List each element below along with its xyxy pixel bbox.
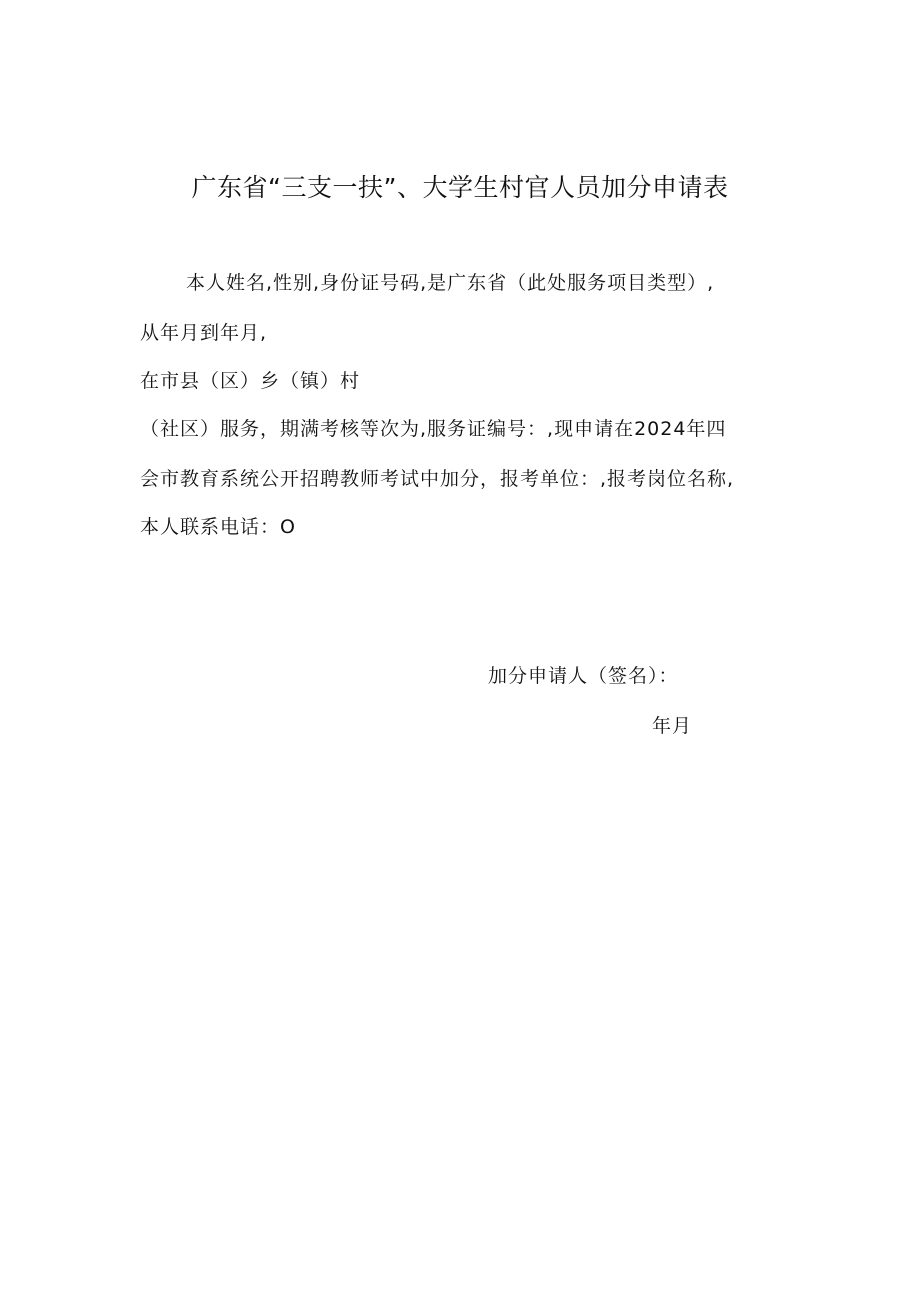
date-label: 年月 [652,715,693,737]
signature-label: 加分申请人（签名）： [488,665,679,687]
body-line-6: 本人联系电话：O [140,516,296,538]
body-line-4: （社区）服务，期满考核等次为,服务证编号：,现申请在2024年四 [140,418,727,440]
body-line-1: 本人姓名,性别,身份证号码,是广东省（此处服务项目类型）, [186,272,715,294]
body-line-3: 在市县（区）乡（镇）村 [140,370,361,392]
body-line-2: 从年月到年月, [140,322,268,344]
document-title: 广东省“三支一扶”、大学生村官人员加分申请表 [191,173,729,202]
body-line-5: 会市教育系统公开招聘教师考试中加分，报考单位：,报考岗位名称, [140,468,735,490]
